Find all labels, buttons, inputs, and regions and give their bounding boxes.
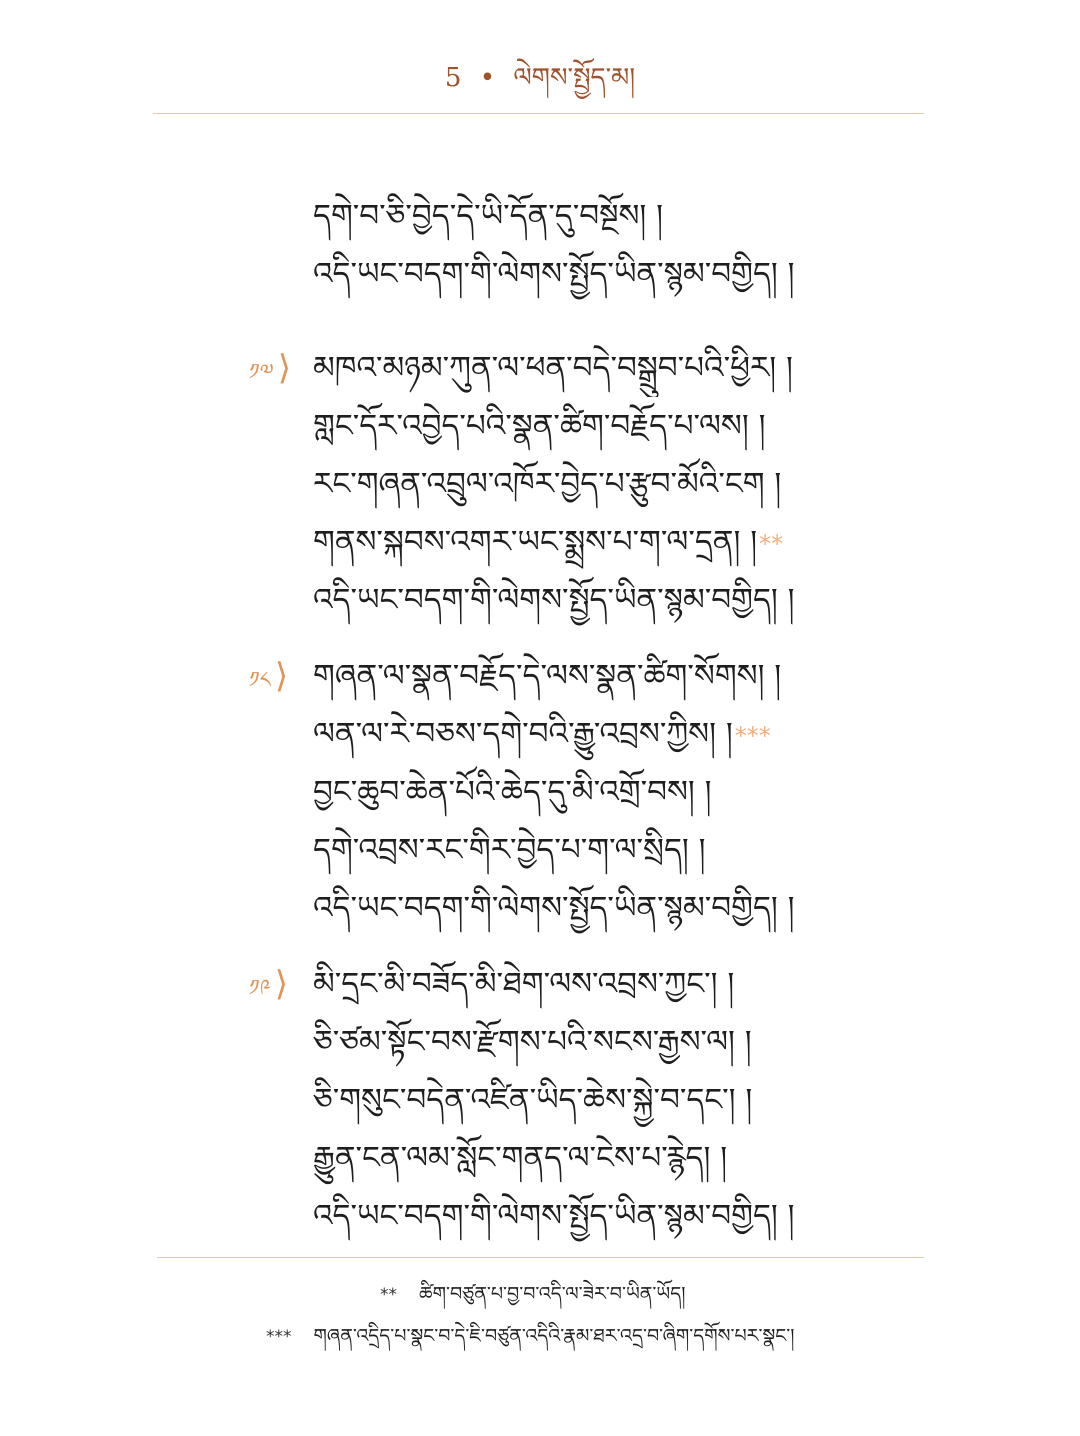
verse-line: མཁའ་མཉམ་ཀུན་ལ་ཕན་བདེ་བསྒྲུབ་པའི་ཕྱིར། །	[313, 350, 793, 386]
verse-line: འདི་ཡང་བདག་གི་ལེགས་སྤྱོད་ཡིན་སྙམ་བགྱིད། །	[313, 256, 795, 292]
verse-line: གཞན་ལ་སྣན་བརྗོད་དེ་ལས་སྣན་ཚིག་སོགས། །	[313, 658, 782, 694]
footnote-marker: **	[759, 530, 784, 558]
verse-brace: ⟩	[274, 656, 289, 696]
verse-line: འདི་ཡང་བདག་གི་ལེགས་སྤྱོད་ཡིན་སྙམ་བགྱིད། །	[313, 890, 795, 926]
page-number: 5	[444, 63, 462, 93]
chapter-title: ལེགས་སྤྱོད་མ།	[513, 63, 636, 93]
footnote-text: ཚིག་བཙུན་པ་བྱ་བ་འདི་ལ་ཟེར་བ་ཡིན་ཡོད།	[419, 1283, 686, 1305]
verse-line: དགེ་འབྲས་རང་གིར་བྱེད་པ་ག་ལ་སྲིད། །	[313, 832, 706, 868]
header-separator: •	[479, 63, 496, 93]
stanza-18	[249, 647, 933, 937]
verse-line: འདི་ཡང་བདག་གི་ལེགས་སྤྱོད་ཡིན་སྙམ་བགྱིད། །	[313, 582, 795, 618]
verse-number: ༡༩ ⟩	[249, 964, 289, 1004]
verse-line: རང་གཞན་འབྲུལ་འཁོར་བྱེད་པ་རྩུབ་མོའི་ངག །	[313, 466, 782, 502]
stanza-17	[249, 339, 933, 629]
verse-line: མི་དྲང་མི་བཟོད་མི་ཐེག་ལས་འབྲས་ཀྱང་། །	[313, 966, 735, 1002]
verse-line: ཅི་ཙམ་སྟོང་བས་རྫོགས་པའི་སངས་རྒྱས་ལ། །	[313, 1024, 752, 1060]
verse-line: དགེ་བ་ཅི་བྱེད་དེ་ཡི་དོན་དུ་བསྔོས། །	[313, 198, 664, 234]
verse-line: གླང་དོར་འབྱེད་པའི་སྣན་ཚིག་བརྗོད་པ་ལས། །	[313, 408, 766, 444]
stanza-continuation	[313, 187, 933, 303]
footnote-mark: ***	[266, 1327, 292, 1347]
verse-line: གནས་སྐབས་འགར་ཡང་སྨྲས་པ་ག་ལ་དྲན། །**	[313, 524, 784, 560]
footnote	[266, 1321, 794, 1352]
header-divider	[153, 113, 924, 114]
verse-number: ༡༧ ⟩	[249, 348, 292, 388]
footnote-mark: **	[380, 1285, 397, 1305]
verse-line: འདི་ཡང་བདག་གི་ལེགས་སྤྱོད་ཡིན་སྙམ་བགྱིད། །	[313, 1198, 795, 1234]
verse-line: རྒྱུན་ངན་ལམ་སློང་གནད་ལ་ངེས་པ་རྙེད། །	[313, 1140, 728, 1176]
verse-line: ཅི་གསུང་བདེན་འཛིན་ཡིད་ཆེས་སྐྱེ་བ་དང་། །	[313, 1082, 753, 1118]
footnote-marker: ***	[734, 722, 771, 750]
page-header	[0, 56, 1080, 100]
verse-brace: ⟩	[274, 964, 289, 1004]
verse-line: བྱང་ཆུབ་ཆེན་པོའི་ཆེད་དུ་མི་འགྲོ་བས། །	[313, 774, 712, 810]
verse-brace: ⟩	[277, 348, 292, 388]
verse-number: ༡༨ ⟩	[249, 656, 289, 696]
footnote-divider	[157, 1257, 924, 1258]
footnote-text: གཞན་འདྲིད་པ་སྣང་བ་དེ་ཇི་བཙུན་འདིའི་རྣམ་ཐར་འདྲ་བ་ཞིག་དགོས་པར་སྣང་།	[313, 1325, 795, 1347]
footnote	[380, 1279, 685, 1310]
verse-line: ལན་ལ་རེ་བཅས་དགེ་བའི་རྒྱུ་འབྲས་ཀྱིས། །***	[313, 716, 771, 752]
stanza-19	[249, 955, 933, 1245]
